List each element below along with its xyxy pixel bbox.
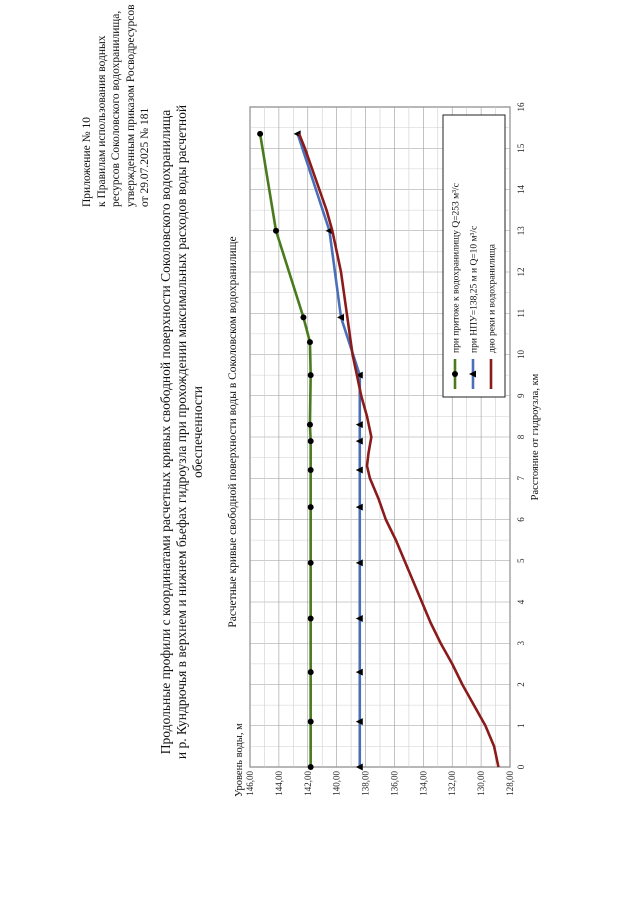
y-tick-label: 134,00 [418,771,429,796]
legend-marker [452,371,458,377]
y-axis-label: Уровень воды, м [234,723,245,797]
legend-label: дно реки и водохранилища [487,243,498,353]
x-tick-label: 14 [516,185,526,194]
y-tick-label: 130,00 [476,771,487,796]
series-point [308,616,314,622]
x-tick-label: 4 [516,599,526,605]
x-tick-label: 0 [516,764,526,770]
y-tick-label: 136,00 [389,771,400,796]
series-point [308,764,314,770]
x-tick-label: 7 [516,476,526,481]
y-tick-label: 146,00 [245,771,255,796]
series-point [308,719,314,725]
y-tick-label: 132,00 [447,771,458,796]
series-point [300,314,306,320]
y-tick-label: 140,00 [331,771,342,796]
appendix-line: ресурсов Соколовского водохранилища, [110,10,122,207]
series-point [257,131,263,137]
x-tick-label: 8 [516,434,526,440]
x-tick-label: 13 [516,226,526,236]
y-tick-label: 144,00 [273,771,284,796]
series-point [308,372,314,378]
series-point [308,669,314,675]
series-point [308,438,314,444]
series-point [308,504,314,510]
x-tick-label: 10 [516,350,526,359]
x-tick-label: 15 [516,143,526,153]
y-tick-label: 142,00 [302,771,313,796]
x-tick-label: 5 [516,558,526,563]
y-tick-label: 128,00 [505,771,515,796]
legend-label: при притоке к водохранилищу Q=253 м³/с [451,183,462,353]
x-tick-label: 1 [516,723,526,728]
title-line: обеспеченности [190,385,205,479]
x-tick-label: 11 [516,308,526,318]
title-line: Продольные профили с координатами расчетных кривых свободной поверхности Соколовского водохранилища [158,109,173,755]
legend-label: при НПУ=138,25 м и Q=10 м³/с [469,225,480,353]
x-axis-label: Расстояние от гидроузла, км [530,373,541,501]
x-tick-label: 16 [516,102,526,112]
title-line: и р. Кундрючья в верхнем и нижнем бьефах гидроузла при прохождении максимальных расходов воды расчетной [174,104,189,760]
series-point [273,228,279,234]
x-tick-label: 12 [516,267,526,277]
x-tick-label: 2 [516,682,526,687]
x-tick-label: 9 [516,393,526,398]
y-tick-label: 138,00 [360,771,371,796]
x-tick-label: 3 [516,641,526,646]
appendix-line: от 29.07.2025 № 181 [139,107,151,207]
series-point [308,560,314,566]
chart-title: Расчетные кривые свободной поверхности воды в Соколовском водохранилище [227,236,239,628]
series-point [307,339,313,345]
legend [443,115,505,397]
series-point [308,467,314,473]
appendix-line: к Правилам использования водных [95,35,108,207]
x-tick-label: 6 [516,517,526,522]
appendix-line: Приложение № 10 [81,117,93,207]
appendix-line: утвержденным приказом Росводресурсов [124,4,137,207]
series-point [307,422,313,428]
